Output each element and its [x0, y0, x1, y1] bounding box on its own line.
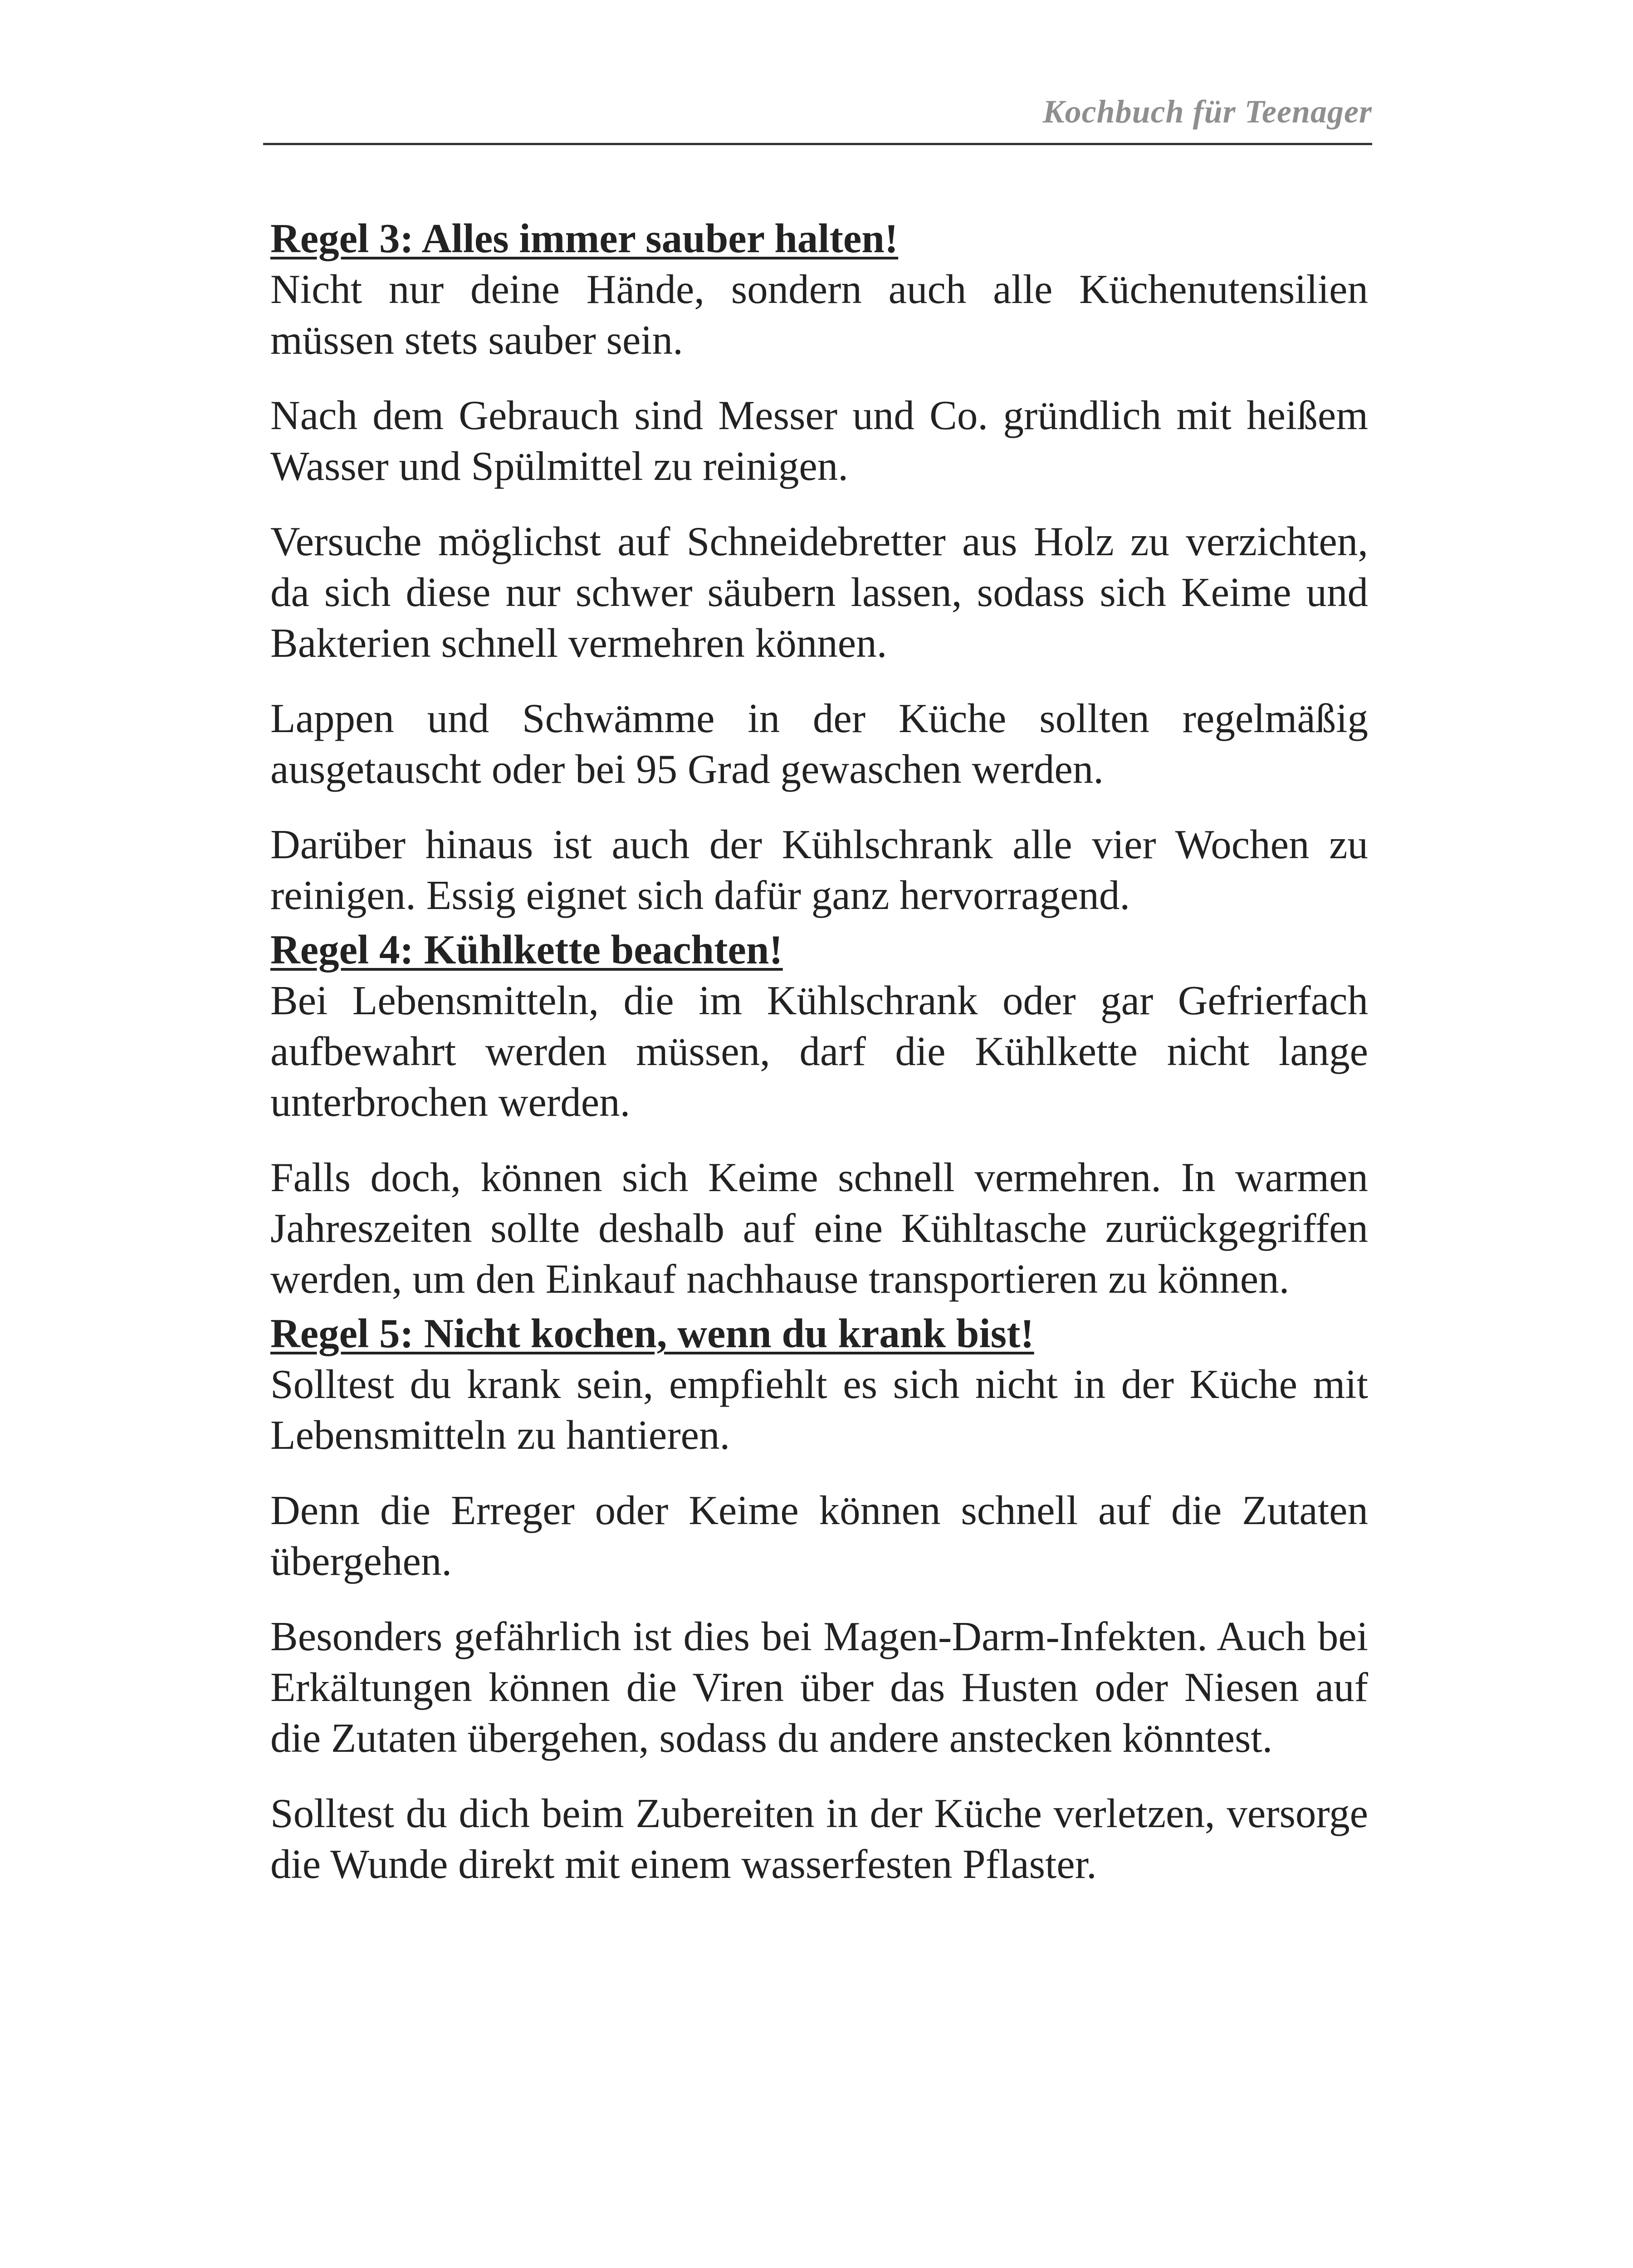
section-rule-4 [270, 924, 1368, 1305]
paragraph: Solltest du dich beim Zubereiten in der Küche verletzen, versorge die Wunde direkt mit einem wasserfesten Pflaster. [270, 1790, 1368, 1887]
section-rule-3 [270, 213, 1368, 921]
paragraph: Nicht nur deine Hände, sondern auch alle Küchenutensilien müssen stets sauber sein. [270, 266, 1368, 363]
page-body [270, 213, 1368, 1914]
paragraph: Darüber hinaus ist auch der Kühlschrank alle vier Wochen zu reinigen. Essig eignet sich dafür ganz hervorragend. [270, 821, 1368, 918]
section-rule-5 [270, 1308, 1368, 1890]
paragraph: Versuche möglichst auf Schneidebretter aus Holz zu verzichten, da sich diese nur schwer säubern lassen, sodass sich Keime und Bakterien schnell vermehren können. [270, 518, 1368, 666]
paragraph: Solltest du krank sein, empfiehlt es sich nicht in der Küche mit Lebensmitteln zu hantieren. [270, 1361, 1368, 1458]
section-heading: Regel 3: Alles immer sauber halten! [270, 215, 899, 261]
paragraph: Lappen und Schwämme in der Küche sollten regelmäßig ausgetauscht oder bei 95 Grad gewaschen werden. [270, 695, 1368, 792]
running-header [263, 84, 1372, 145]
paragraph: Nach dem Gebrauch sind Messer und Co. gründlich mit heißem Wasser und Spülmittel zu reinigen. [270, 392, 1368, 489]
section-heading: Regel 5: Nicht kochen, wenn du krank bist! [270, 1310, 1034, 1356]
paragraph: Denn die Erreger oder Keime können schnell auf die Zutaten übergehen. [270, 1487, 1368, 1584]
section-heading: Regel 4: Kühlkette beachten! [270, 927, 783, 973]
paragraph: Falls doch, können sich Keime schnell vermehren. In warmen Jahreszeiten sollte deshalb auf eine Kühltasche zurückgegriffen werden, um den Einkauf nachhause transportieren zu können. [270, 1154, 1368, 1302]
paragraph: Besonders gefährlich ist dies bei Magen-Darm-Infekten. Auch bei Erkältungen können die Viren über das Husten oder Niesen auf die Zutaten übergehen, sodass du andere anstecken könntest. [270, 1613, 1368, 1761]
paragraph: Bei Lebensmitteln, die im Kühlschrank oder gar Gefrierfach aufbewahrt werden müssen, darf die Kühlkette nicht lange unterbrochen werden. [270, 978, 1368, 1125]
book-title: Kochbuch für Teenager [1042, 93, 1372, 130]
